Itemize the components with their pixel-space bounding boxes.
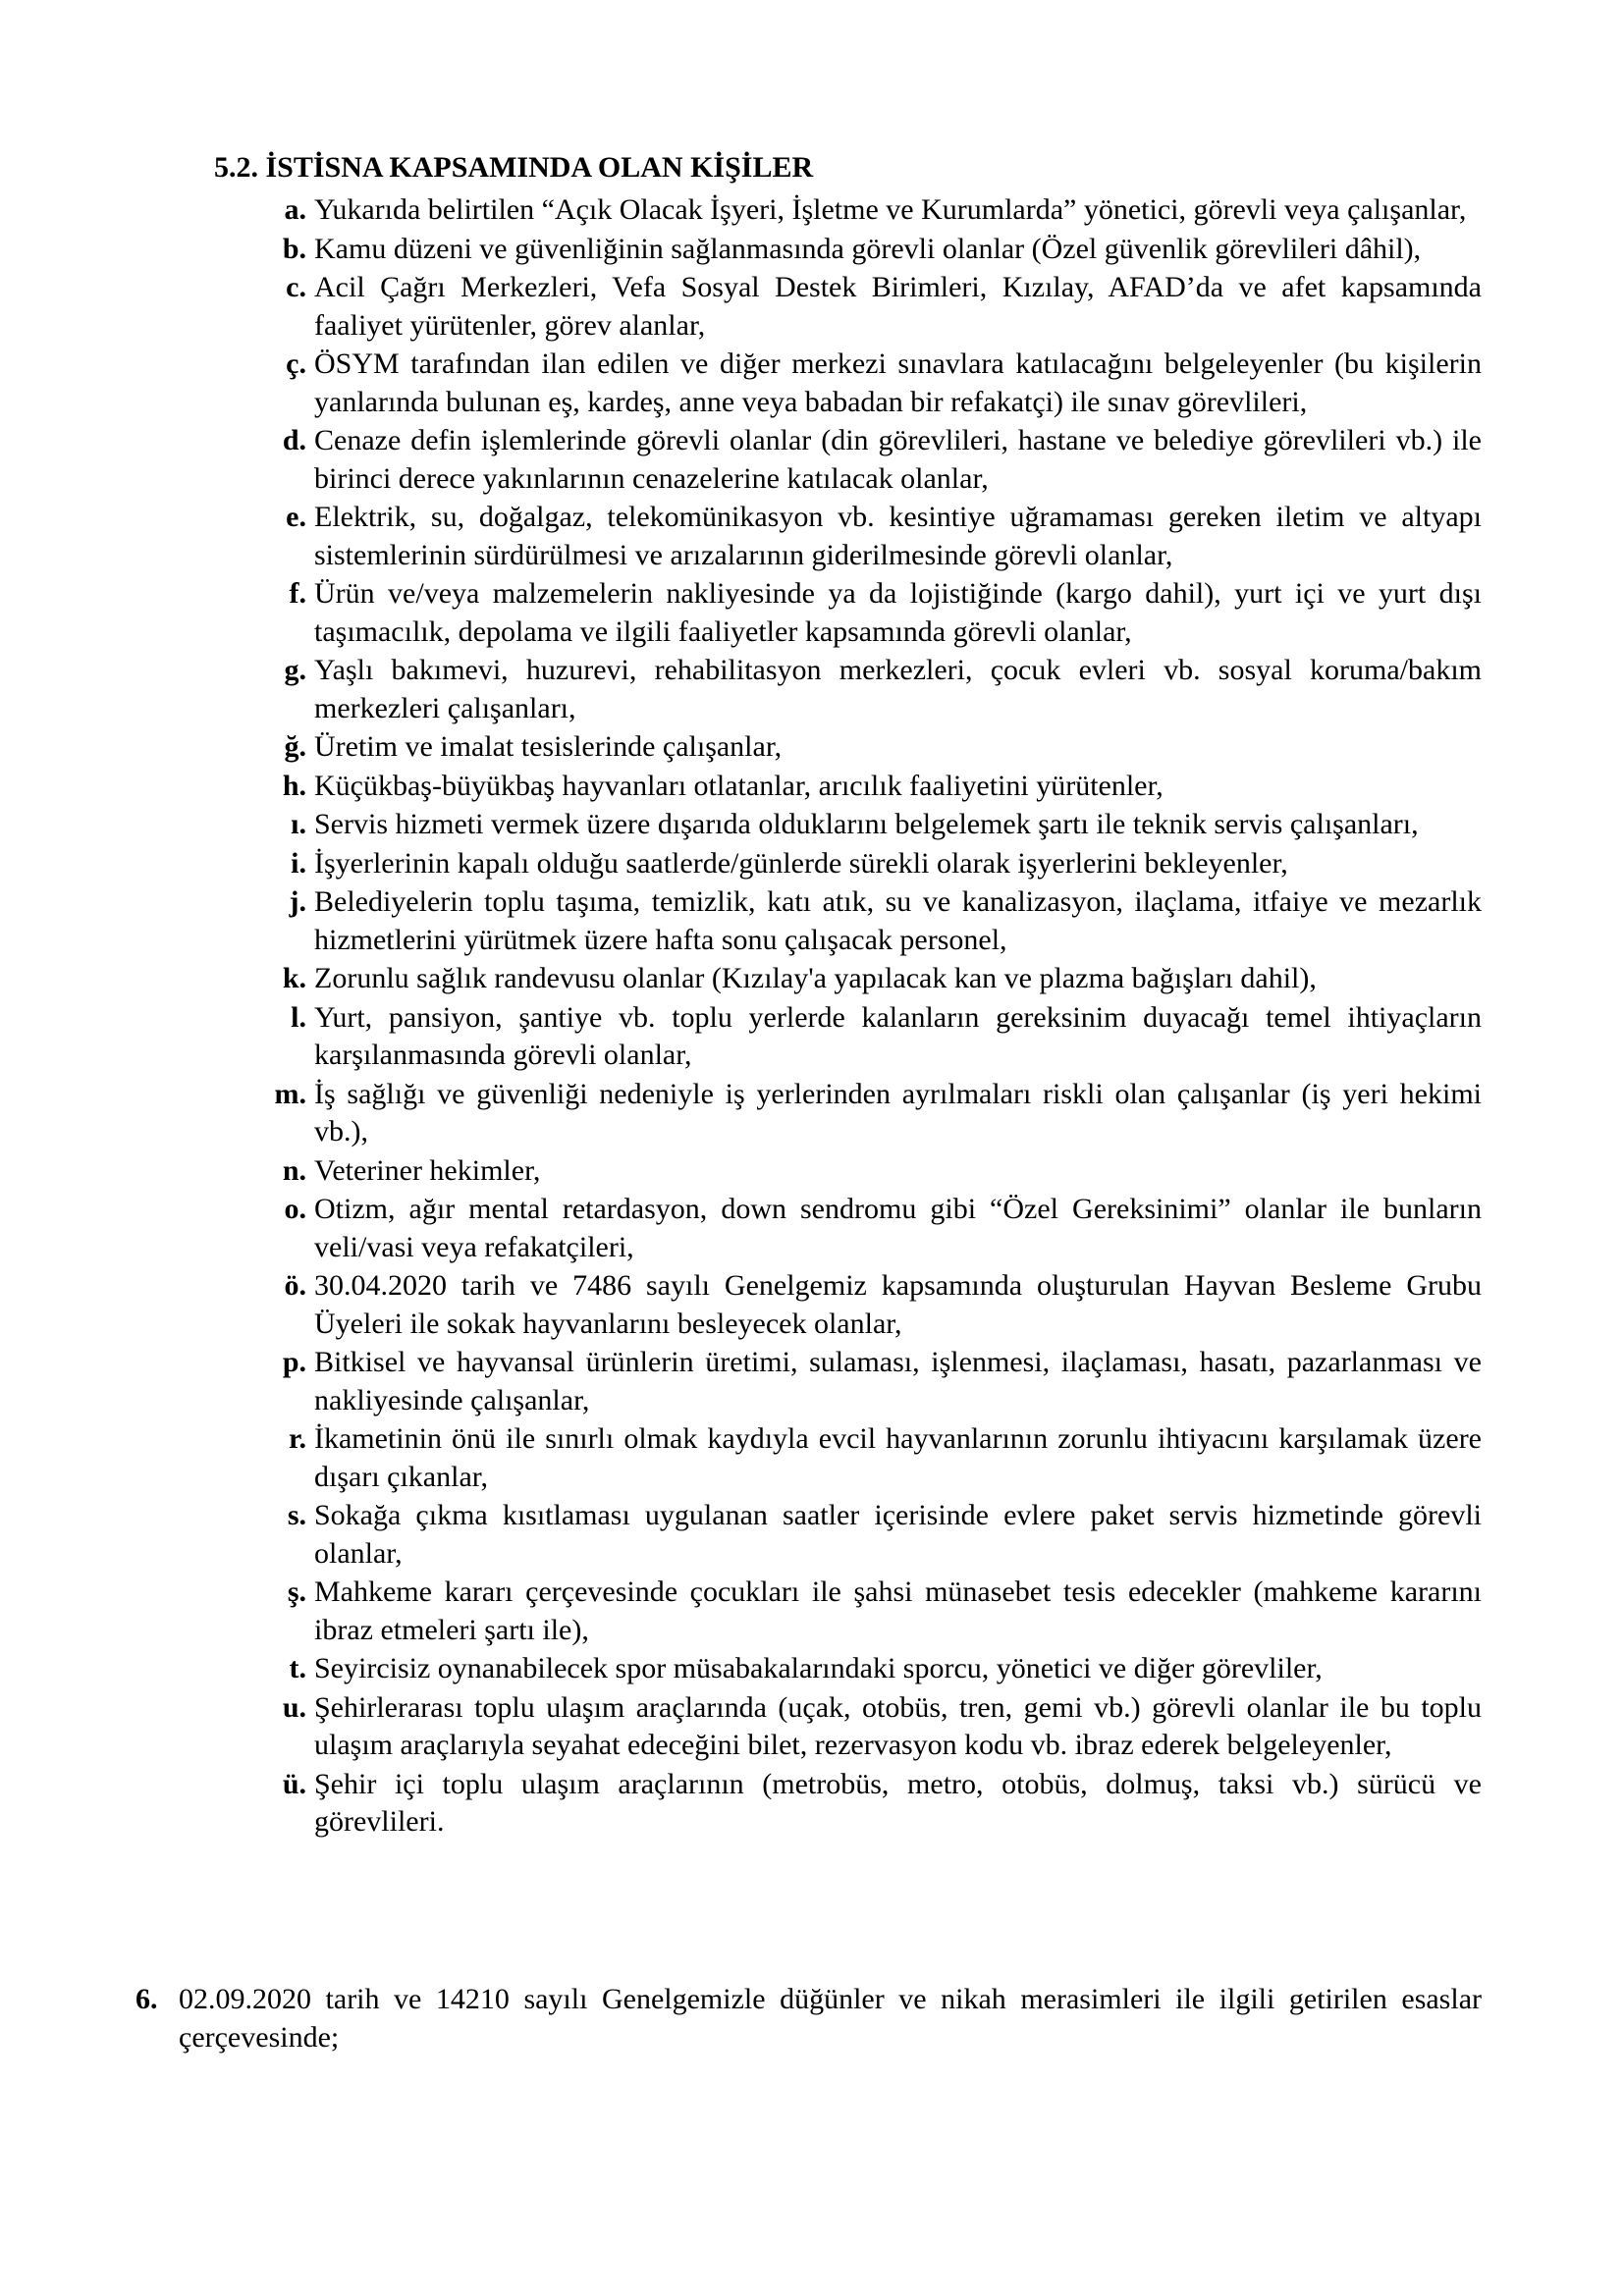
list-item xyxy=(259,1420,1482,1496)
list-item-marker: j. xyxy=(289,885,306,918)
section-heading: 5.2. İSTİSNA KAPSAMINDA OLAN KİŞİLER xyxy=(214,151,814,184)
list-item-marker: ü. xyxy=(282,1767,306,1800)
list-item-text: Ürün ve/veya malzemelerin nakliyesinde ya da lojistiğinde (kargo dahil), yurt içi ve yurt dışı taşımacılık, depolama ve ilgili faaliyetler kapsamında görevli olanlar, xyxy=(314,577,1482,648)
list-item-text: Şehir içi toplu ulaşım araçlarının (metrobüs, metro, otobüs, dolmuş, taksi vb.) sürücü ve görevlileri. xyxy=(314,1767,1482,1838)
list-item-marker: p. xyxy=(282,1346,306,1378)
list-item-marker: ş. xyxy=(287,1575,306,1608)
item-6-text: 02.09.2020 tarih ve 14210 sayılı Genelgemizle düğünler ve nikah merasimleri ile ilgili getirilen esaslar çerçevesinde; xyxy=(179,1983,1482,2054)
list-item xyxy=(259,231,1482,269)
list-item xyxy=(259,728,1482,767)
list-item-marker: ı. xyxy=(291,808,306,840)
list-item-text: Servis hizmeti vermek üzere dışarıda olduklarını belgelemek şartı ile teknik servis çalışanları, xyxy=(314,808,1419,840)
list-item-text: Sokağa çıkma kısıtlaması uygulanan saatler içerisinde evlere paket servis hizmetinde görevli olanlar, xyxy=(314,1499,1482,1570)
list-item xyxy=(259,768,1482,806)
list-item xyxy=(259,269,1482,345)
list-item-marker: f. xyxy=(289,577,306,610)
list-item xyxy=(259,499,1482,574)
list-item-text: Mahkeme kararı çerçevesinde çocukları ile şahsi münasebet tesis edecekler (mahkeme kararını ibraz etmeleri şartı ile), xyxy=(314,1575,1482,1646)
list-item-marker: m. xyxy=(274,1077,306,1110)
list-item-text: İkametinin önü ile sınırlı olmak kaydıyla evcil hayvanlarının zorunlu ihtiyacını karşılamak üzere dışarı çıkanlar, xyxy=(314,1422,1482,1493)
list-item-text: Belediyelerin toplu taşıma, temizlik, katı atık, su ve kanalizasyon, ilaçlama, itfaiye ve mezarlık hizmetlerini yürütmek üzere hafta sonu çalışacak personel, xyxy=(314,885,1482,956)
list-item-marker: c. xyxy=(286,271,306,303)
list-item xyxy=(259,1344,1482,1419)
list-item-text: Acil Çağrı Merkezleri, Vefa Sosyal Destek Birimleri, Kızılay, AFAD’da ve afet kapsamında faaliyet yürütenler, görev alanlar, xyxy=(314,271,1482,342)
list-item-marker: t. xyxy=(289,1652,306,1684)
list-item xyxy=(259,346,1482,421)
list-item-marker: d. xyxy=(282,424,306,456)
item-6-marker: 6. xyxy=(135,1983,158,2015)
list-item xyxy=(259,575,1482,651)
list-item-marker: h. xyxy=(282,769,306,802)
list-item-marker: g. xyxy=(284,654,306,686)
list-item-text: Küçükbaş-büyükbaş hayvanları otlatanlar, arıcılık faaliyetini yürütenler, xyxy=(314,769,1164,802)
list-item-marker: a. xyxy=(284,193,306,226)
list-item-text: Bitkisel ve hayvansal ürünlerin üretimi, sulaması, işlenmesi, ilaçlaması, hasatı, pazarlanması ve nakliyesinde çalışanlar, xyxy=(314,1346,1482,1416)
list-item xyxy=(259,1574,1482,1649)
list-item-marker: ğ. xyxy=(284,730,306,763)
list-item xyxy=(259,960,1482,998)
list-item-text: Cenaze defin işlemlerinde görevli olanlar (din görevlileri, hastane ve belediye görevlileri vb.) ile birinci derece yakınlarının cenazelerine katılacak olanlar, xyxy=(314,424,1482,495)
list-item-marker: r. xyxy=(288,1422,306,1455)
exemption-list xyxy=(259,191,1482,1842)
list-item xyxy=(259,1497,1482,1573)
list-item-marker: ö. xyxy=(284,1269,306,1302)
list-item xyxy=(259,1689,1482,1765)
list-item-marker: b. xyxy=(282,232,306,265)
list-item-marker: k. xyxy=(282,962,306,994)
list-item-text: Şehirlerarası toplu ulaşım araçlarında (uçak, otobüs, tren, gemi vb.) görevli olanlar ile bu toplu ulaşım araçlarıyla seyahat edeceğini bilet, rezervasyon kodu vb. ibraz ederek belgeleyenler, xyxy=(314,1690,1482,1761)
list-item-marker: s. xyxy=(287,1499,306,1531)
list-item-text: Kamu düzeni ve güvenliğinin sağlanmasında görevli olanlar (Özel güvenlik görevlileri dâhil), xyxy=(314,232,1422,265)
list-item-marker: ç. xyxy=(286,347,306,380)
list-item-text: 30.04.2020 tarih ve 7486 sayılı Genelgemiz kapsamında oluşturulan Hayvan Besleme Grubu Üyeleri ile sokak hayvanlarını besleyecek olanlar, xyxy=(314,1269,1482,1340)
list-item xyxy=(259,806,1482,844)
list-item xyxy=(259,1267,1482,1343)
list-item-marker: n. xyxy=(282,1153,306,1187)
list-item xyxy=(259,1191,1482,1266)
list-item-marker: i. xyxy=(291,846,306,880)
list-item-text: Veteriner hekimler, xyxy=(314,1153,541,1187)
list-item xyxy=(259,999,1482,1075)
item-6 xyxy=(135,1981,1482,2056)
list-item-text: İş sağlığı ve güvenliği nedeniyle iş yerlerinden ayrılmaları riskli olan çalışanlar (iş yeri hekimi vb.), xyxy=(314,1077,1482,1148)
list-item-text: Zorunlu sağlık randevusu olanlar (Kızılay'a yapılacak kan ve plazma bağışları dahil), xyxy=(314,962,1317,994)
list-item xyxy=(259,1152,1482,1191)
list-item-marker: e. xyxy=(286,501,306,533)
list-item-text: Üretim ve imalat tesislerinde çalışanlar, xyxy=(314,730,783,763)
list-item-text: Elektrik, su, doğalgaz, telekomünikasyon vb. kesintiye uğramaması gereken iletim ve altyapı sistemlerinin sürdürülmesi ve arızalarının giderilmesinde görevli olanlar, xyxy=(314,501,1482,571)
list-item xyxy=(259,1766,1482,1842)
list-item-text: Yurt, pansiyon, şantiye vb. toplu yerlerde kalanların gereksinim duyacağı temel ihtiyaçların karşılanmasında görevli olanlar, xyxy=(314,1000,1482,1071)
list-item-text: Yukarıda belirtilen “Açık Olacak İşyeri, İşletme ve Kurumlarda” yönetici, görevli veya çalışanlar, xyxy=(314,193,1467,226)
list-item-text: Seyircisiz oynanabilecek spor müsabakalarındaki sporcu, yönetici ve diğer görevliler, xyxy=(314,1652,1323,1684)
list-item xyxy=(259,1076,1482,1151)
list-item xyxy=(259,422,1482,498)
list-item xyxy=(259,1650,1482,1688)
list-item-text: ÖSYM tarafından ilan edilen ve diğer merkezi sınavlara katılacağını belgeleyenler (bu kişilerin yanlarında bulunan eş, kardeş, anne veya babadan bir refakatçi) ile sınav görevlileri, xyxy=(314,347,1482,418)
list-item-marker: o. xyxy=(284,1193,306,1225)
list-item xyxy=(259,845,1482,883)
list-item-text: Otizm, ağır mental retardasyon, down sendromu gibi “Özel Gereksinimi” olanlar ile bunların veli/vasi veya refakatçileri, xyxy=(314,1193,1482,1263)
list-item xyxy=(259,652,1482,727)
list-item-marker: l. xyxy=(291,1000,306,1034)
list-item xyxy=(259,883,1482,959)
list-item xyxy=(259,191,1482,230)
list-item-marker: u. xyxy=(282,1690,306,1724)
list-item-text: İşyerlerinin kapalı olduğu saatlerde/günlerde sürekli olarak işyerlerini bekleyenler, xyxy=(314,846,1288,880)
list-item-text: Yaşlı bakımevi, huzurevi, rehabilitasyon merkezleri, çocuk evleri vb. sosyal koruma/bakım merkezleri çalışanları, xyxy=(314,654,1482,724)
